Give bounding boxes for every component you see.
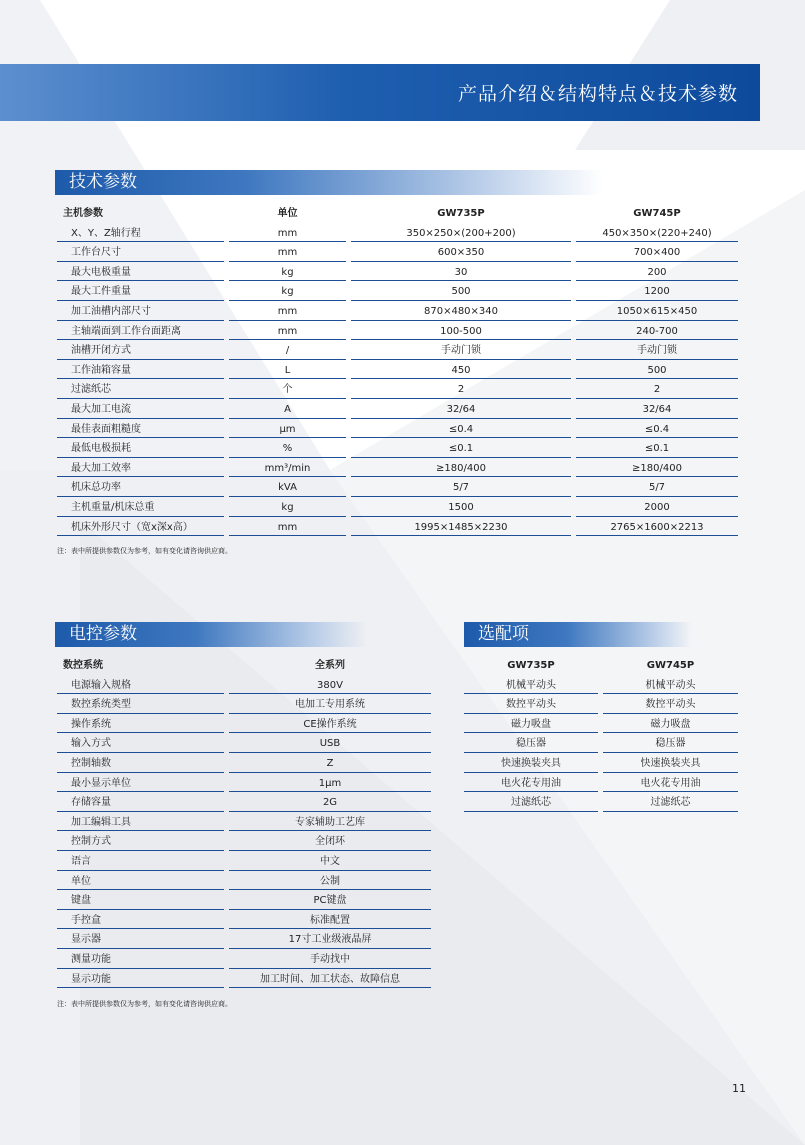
table-cell: 380V [229, 676, 431, 695]
table-cell: kg [229, 282, 346, 301]
table-cell: 500 [351, 282, 571, 301]
table-cell: 油槽开闭方式 [57, 341, 224, 360]
table-cell: 加工编辑工具 [57, 813, 224, 832]
table-cell: 标准配置 [229, 911, 431, 930]
control-row [57, 970, 431, 990]
table-cell: 最佳表面粗糙度 [57, 420, 224, 439]
table-cell: 显示功能 [57, 970, 224, 989]
header-cell: GW735P [437, 208, 485, 219]
table-cell: % [229, 439, 346, 458]
table-cell: CE操作系统 [229, 715, 431, 734]
tech-row [57, 400, 738, 420]
table-cell: 5/7 [576, 478, 738, 497]
table-cell: 2 [351, 380, 571, 399]
table-cell: ≤0.4 [576, 420, 738, 439]
table-cell: ≥180/400 [576, 459, 738, 478]
control-row [57, 813, 431, 833]
control-row [57, 774, 431, 794]
table-cell: 2 [576, 380, 738, 399]
table-cell: 1μm [229, 774, 431, 793]
options-row [464, 774, 738, 794]
table-cell: 600×350 [351, 243, 571, 262]
table-header-row [57, 656, 431, 676]
table-cell: 中文 [229, 852, 431, 871]
header-cell: 单位 [277, 208, 298, 219]
table-cell: A [229, 400, 346, 419]
table-cell: 17寸工业级液晶屏 [229, 930, 431, 949]
control-row [57, 754, 431, 774]
tech-row [57, 361, 738, 381]
table-cell: 语言 [57, 852, 224, 871]
tech-row [57, 302, 738, 322]
table-cell: 最大加工电流 [57, 400, 224, 419]
table-cell: 最大工件重量 [57, 282, 224, 301]
options-row [464, 754, 738, 774]
table-cell: 手动门锁 [576, 341, 738, 360]
tech-row [57, 459, 738, 479]
control-row [57, 872, 431, 892]
table-cell: 机械平动头 [603, 676, 738, 695]
header-cell: 数控系统 [63, 660, 103, 671]
tech-row [57, 439, 738, 459]
control-row [57, 793, 431, 813]
table-cell: 最大加工效率 [57, 459, 224, 478]
table-cell: 控制方式 [57, 832, 224, 851]
tech-params-table [57, 204, 738, 537]
table-cell: 数控系统类型 [57, 695, 224, 714]
table-cell: 机械平动头 [464, 676, 598, 695]
control-row [57, 891, 431, 911]
table-cell: 过滤纸芯 [57, 380, 224, 399]
table-cell: 稳压器 [464, 734, 598, 753]
tech-row [57, 282, 738, 302]
options-row [464, 734, 738, 754]
table-cell: 输入方式 [57, 734, 224, 753]
control-row [57, 832, 431, 852]
table-cell: 手动门锁 [351, 341, 571, 360]
table-cell: PC键盘 [229, 891, 431, 910]
table-cell: 主机重量/机床总重 [57, 498, 224, 517]
page-title: 产品介绍＆结构特点＆技术参数 [457, 83, 738, 105]
table-cell: 数控平动头 [464, 695, 598, 714]
tech-row [57, 478, 738, 498]
table-cell: L [229, 361, 346, 380]
table-cell: kg [229, 263, 346, 282]
table-cell: 过滤纸芯 [464, 793, 598, 812]
table-cell: 450 [351, 361, 571, 380]
header-cell: GW735P [507, 660, 555, 671]
table-cell: 5/7 [351, 478, 571, 497]
control-params-table [57, 656, 431, 989]
table-cell: 32/64 [351, 400, 571, 419]
table-cell: mm [229, 518, 346, 537]
table-cell: 最小显示单位 [57, 774, 224, 793]
table-cell: 2G [229, 793, 431, 812]
table-cell: 主轴端面到工作台面距离 [57, 322, 224, 341]
table-cell: mm [229, 243, 346, 262]
table-cell: mm [229, 224, 346, 243]
tech-row [57, 243, 738, 263]
table-cell: 电加工专用系统 [229, 695, 431, 714]
table-cell: 电火花专用油 [464, 774, 598, 793]
table-cell: 最大电极重量 [57, 263, 224, 282]
options-row [464, 676, 738, 696]
control-row [57, 930, 431, 950]
table-cell: 快速换装夹具 [464, 754, 598, 773]
table-cell: 700×400 [576, 243, 738, 262]
table-cell: 1500 [351, 498, 571, 517]
table-cell: 加工时间、加工状态、故障信息 [229, 970, 431, 989]
tech-row [57, 518, 738, 538]
table-cell: 过滤纸芯 [603, 793, 738, 812]
header-cell: GW745P [646, 660, 695, 671]
tech-row [57, 224, 738, 244]
table-cell: 200 [576, 263, 738, 282]
tech-row [57, 420, 738, 440]
table-cell: 870×480×340 [351, 302, 571, 321]
table-cell: USB [229, 734, 431, 753]
table-cell: mm [229, 322, 346, 341]
table-cell: 操作系统 [57, 715, 224, 734]
table-cell: ≥180/400 [351, 459, 571, 478]
table-cell: mm³/min [229, 459, 346, 478]
table-cell: 机床外形尺寸（宽x深x高） [57, 518, 224, 537]
control-row [57, 734, 431, 754]
tech-row [57, 498, 738, 518]
table-cell: 工作台尺寸 [57, 243, 224, 262]
table-cell: 32/64 [576, 400, 738, 419]
table-cell: 磁力吸盘 [603, 715, 738, 734]
table-cell: 个 [229, 380, 346, 399]
header-band [0, 64, 760, 121]
options-section-title: 选配项 [464, 622, 692, 647]
table-cell: 加工油槽内部尺寸 [57, 302, 224, 321]
table-cell: mm [229, 302, 346, 321]
control-row [57, 950, 431, 970]
table-header-row [57, 204, 738, 224]
table-cell: 工作油箱容量 [57, 361, 224, 380]
table-cell: ≤0.4 [351, 420, 571, 439]
control-row [57, 852, 431, 872]
table-cell: 100-500 [351, 322, 571, 341]
table-cell: 全闭环 [229, 832, 431, 851]
header-cell: GW745P [633, 208, 681, 219]
table-cell: 键盘 [57, 891, 224, 910]
table-cell: 数控平动头 [603, 695, 738, 714]
table-cell: / [229, 341, 346, 360]
table-cell: 手动找中 [229, 950, 431, 969]
table-header-row [464, 656, 738, 676]
table-cell: 1200 [576, 282, 738, 301]
table-cell: 350×250×(200+200) [351, 224, 571, 243]
tech-row [57, 263, 738, 283]
tech-row [57, 322, 738, 342]
table-cell: 显示器 [57, 930, 224, 949]
table-cell: 电源输入规格 [57, 676, 224, 695]
options-table [464, 656, 738, 813]
table-cell: 30 [351, 263, 571, 282]
control-row [57, 715, 431, 735]
tech-section-title: 技术参数 [55, 170, 603, 195]
table-cell: 机床总功率 [57, 478, 224, 497]
table-cell: 1995×1485×2230 [351, 518, 571, 537]
table-cell: 2000 [576, 498, 738, 517]
table-cell: 公制 [229, 872, 431, 891]
control-row [57, 676, 431, 696]
table-cell: 手控盒 [57, 911, 224, 930]
tech-row [57, 380, 738, 400]
table-cell: 测量功能 [57, 950, 224, 969]
table-cell: 单位 [57, 872, 224, 891]
table-cell: 最低电极损耗 [57, 439, 224, 458]
control-row [57, 911, 431, 931]
table-cell: 专家辅助工艺库 [229, 813, 431, 832]
table-cell: 电火花专用油 [603, 774, 738, 793]
tech-row [57, 341, 738, 361]
options-row [464, 793, 738, 813]
header-cell: 全系列 [315, 660, 345, 671]
table-cell: Z [229, 754, 431, 773]
table-cell: 稳压器 [603, 734, 738, 753]
table-cell: 快速换装夹具 [603, 754, 738, 773]
table-cell: 450×350×(220+240) [576, 224, 738, 243]
table-cell: kg [229, 498, 346, 517]
table-cell: 磁力吸盘 [464, 715, 598, 734]
table-cell: 控制轴数 [57, 754, 224, 773]
table-cell: ≤0.1 [576, 439, 738, 458]
options-row [464, 715, 738, 735]
table-cell: 2765×1600×2213 [576, 518, 738, 537]
table-cell: X、Y、Z轴行程 [57, 224, 224, 243]
page-number: 11 [732, 1082, 746, 1095]
table-cell: 240-700 [576, 322, 738, 341]
control-note: 注：表中所提供参数仅为参考，如有变化请咨询供应商。 [57, 1000, 232, 1008]
table-cell: μm [229, 420, 346, 439]
control-section-title: 电控参数 [55, 622, 367, 647]
table-cell: kVA [229, 478, 346, 497]
table-cell: 500 [576, 361, 738, 380]
options-row [464, 695, 738, 715]
tech-note: 注：表中所提供参数仅为参考，如有变化请咨询供应商。 [57, 547, 232, 555]
control-row [57, 695, 431, 715]
table-cell: 1050×615×450 [576, 302, 738, 321]
table-cell: ≤0.1 [351, 439, 571, 458]
table-cell: 存储容量 [57, 793, 224, 812]
header-cell: 主机参数 [63, 208, 103, 219]
